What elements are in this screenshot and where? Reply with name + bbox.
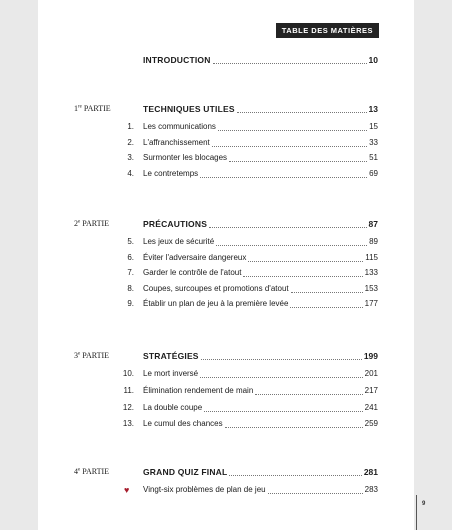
part-label bbox=[74, 219, 109, 228]
chapter-title: Vingt-six problèmes de plan de jeu bbox=[143, 485, 266, 494]
chapter-page: 115 bbox=[365, 252, 378, 262]
chapter-number: 5. bbox=[127, 237, 134, 246]
dot-leader bbox=[243, 276, 363, 277]
chapter-page: 15 bbox=[369, 122, 378, 131]
part-word: PARTIE bbox=[80, 219, 110, 228]
chapter-number: 12. bbox=[122, 402, 134, 412]
chapter-number: 9. bbox=[127, 299, 134, 309]
part-heading-row bbox=[38, 219, 414, 233]
part-ordinal: e bbox=[78, 467, 81, 473]
chapter-page: 241 bbox=[364, 402, 378, 412]
dot-leader bbox=[229, 161, 367, 162]
chapter-row bbox=[38, 237, 414, 251]
chapter-page: 51 bbox=[369, 153, 378, 162]
chapter-number: 11. bbox=[123, 385, 134, 395]
chapter-title: Les jeux de sécurité bbox=[143, 237, 215, 246]
chapter-number: 3. bbox=[127, 153, 134, 162]
heart-icon: ♥ bbox=[124, 485, 130, 495]
chapter-page: 177 bbox=[364, 299, 378, 309]
part-ordinal: re bbox=[78, 104, 82, 110]
part-heading-row bbox=[38, 351, 414, 365]
chapter-title: Éviter l'adversaire dangereux bbox=[143, 252, 247, 262]
chapter-title: Surmonter les blocages bbox=[143, 153, 228, 162]
toc-header: TABLE DES MATIÈRES bbox=[276, 23, 379, 38]
chapter-number: 7. bbox=[127, 268, 134, 278]
dot-leader bbox=[212, 146, 367, 147]
part-title: TECHNIQUES UTILES bbox=[143, 104, 235, 114]
chapter-row bbox=[38, 253, 414, 267]
part-word: PARTIE bbox=[80, 351, 110, 360]
chapter-title: Élimination rendement de main bbox=[143, 385, 254, 395]
part-label bbox=[74, 104, 111, 113]
chapter-row bbox=[38, 299, 414, 313]
part-page: 281 bbox=[363, 467, 378, 477]
chapter-title: Le mort inversé bbox=[143, 369, 199, 378]
chapter-row bbox=[38, 369, 414, 383]
part-number: 3 bbox=[74, 351, 78, 360]
dot-leader bbox=[237, 112, 367, 113]
toc-page bbox=[38, 0, 426, 530]
part-title: PRÉCAUTIONS bbox=[143, 219, 208, 229]
chapter-number: 13. bbox=[122, 419, 134, 429]
chapter-number: 8. bbox=[127, 283, 134, 293]
chapter-title: Les communications bbox=[143, 122, 216, 131]
part-number: 2 bbox=[74, 219, 78, 228]
dot-leader bbox=[255, 394, 363, 395]
part-word: PARTIE bbox=[81, 104, 111, 113]
page-number-rule bbox=[416, 495, 417, 530]
chapter-page: 153 bbox=[364, 283, 378, 293]
chapter-title: Le contretemps bbox=[143, 168, 199, 178]
chapter-number: 10. bbox=[122, 369, 134, 378]
chapter-row bbox=[38, 169, 414, 183]
dot-leader bbox=[209, 227, 367, 228]
chapter-row bbox=[38, 122, 414, 136]
dot-leader bbox=[213, 63, 367, 64]
dot-leader bbox=[229, 475, 362, 476]
chapter-title: Le cumul des chances bbox=[143, 419, 223, 429]
chapter-page: 133 bbox=[364, 268, 378, 278]
chapter-page: 283 bbox=[364, 485, 378, 494]
dot-leader bbox=[216, 245, 367, 246]
page-number: 9 bbox=[422, 501, 426, 507]
left-margin bbox=[0, 0, 38, 530]
part-label bbox=[74, 351, 109, 360]
chapter-row bbox=[38, 403, 414, 417]
part-number: 1 bbox=[74, 104, 78, 113]
part-title: STRATÉGIES bbox=[143, 351, 199, 361]
part-heading-row bbox=[38, 467, 414, 481]
part-ordinal: e bbox=[78, 351, 81, 357]
chapter-row bbox=[38, 386, 414, 400]
dot-leader bbox=[204, 411, 363, 412]
chapter-number: 6. bbox=[127, 252, 134, 262]
part-page: 199 bbox=[363, 351, 378, 361]
chapter-title: Établir un plan de jeu à la première levée bbox=[143, 299, 289, 309]
chapter-row bbox=[38, 153, 414, 167]
chapter-page: 69 bbox=[369, 168, 378, 178]
dot-leader bbox=[201, 359, 362, 360]
dot-leader bbox=[200, 377, 363, 378]
introduction-title: INTRODUCTION bbox=[143, 55, 211, 65]
part-page: 87 bbox=[368, 219, 378, 229]
chapter-page: 33 bbox=[369, 137, 378, 147]
chapter-row bbox=[38, 268, 414, 282]
chapter-page: 89 bbox=[369, 237, 378, 246]
chapter-number: 4. bbox=[127, 168, 134, 178]
chapter-title: La double coupe bbox=[143, 402, 203, 412]
chapter-title: Coupes, surcoupes et promotions d'atout bbox=[143, 283, 289, 293]
chapter-page: 201 bbox=[364, 369, 378, 378]
chapter-page: 217 bbox=[364, 385, 378, 395]
chapter-row bbox=[38, 485, 414, 499]
chapter-title: L'affranchissement bbox=[143, 137, 210, 147]
chapter-number: 2. bbox=[127, 137, 134, 147]
chapter-number: 1. bbox=[127, 122, 134, 131]
part-title: GRAND QUIZ FINAL bbox=[143, 467, 228, 477]
dot-leader bbox=[200, 177, 367, 178]
part-ordinal: e bbox=[78, 219, 81, 225]
chapter-row bbox=[38, 419, 414, 433]
dot-leader bbox=[248, 261, 363, 262]
dot-leader bbox=[225, 427, 363, 428]
part-page: 13 bbox=[368, 104, 378, 114]
toc-introduction-row bbox=[38, 55, 414, 69]
dot-leader bbox=[291, 292, 363, 293]
chapter-page: 259 bbox=[364, 419, 378, 429]
part-heading-row bbox=[38, 104, 414, 118]
part-number: 4 bbox=[74, 467, 78, 476]
right-margin bbox=[414, 0, 452, 530]
dot-leader bbox=[268, 493, 363, 494]
chapter-row bbox=[38, 284, 414, 298]
introduction-page: 10 bbox=[368, 55, 378, 65]
chapter-title: Garder le contrôle de l'atout bbox=[143, 268, 242, 278]
dot-leader bbox=[218, 130, 367, 131]
dot-leader bbox=[290, 307, 363, 308]
part-word: PARTIE bbox=[80, 467, 110, 476]
part-label bbox=[74, 467, 109, 476]
chapter-row bbox=[38, 138, 414, 152]
